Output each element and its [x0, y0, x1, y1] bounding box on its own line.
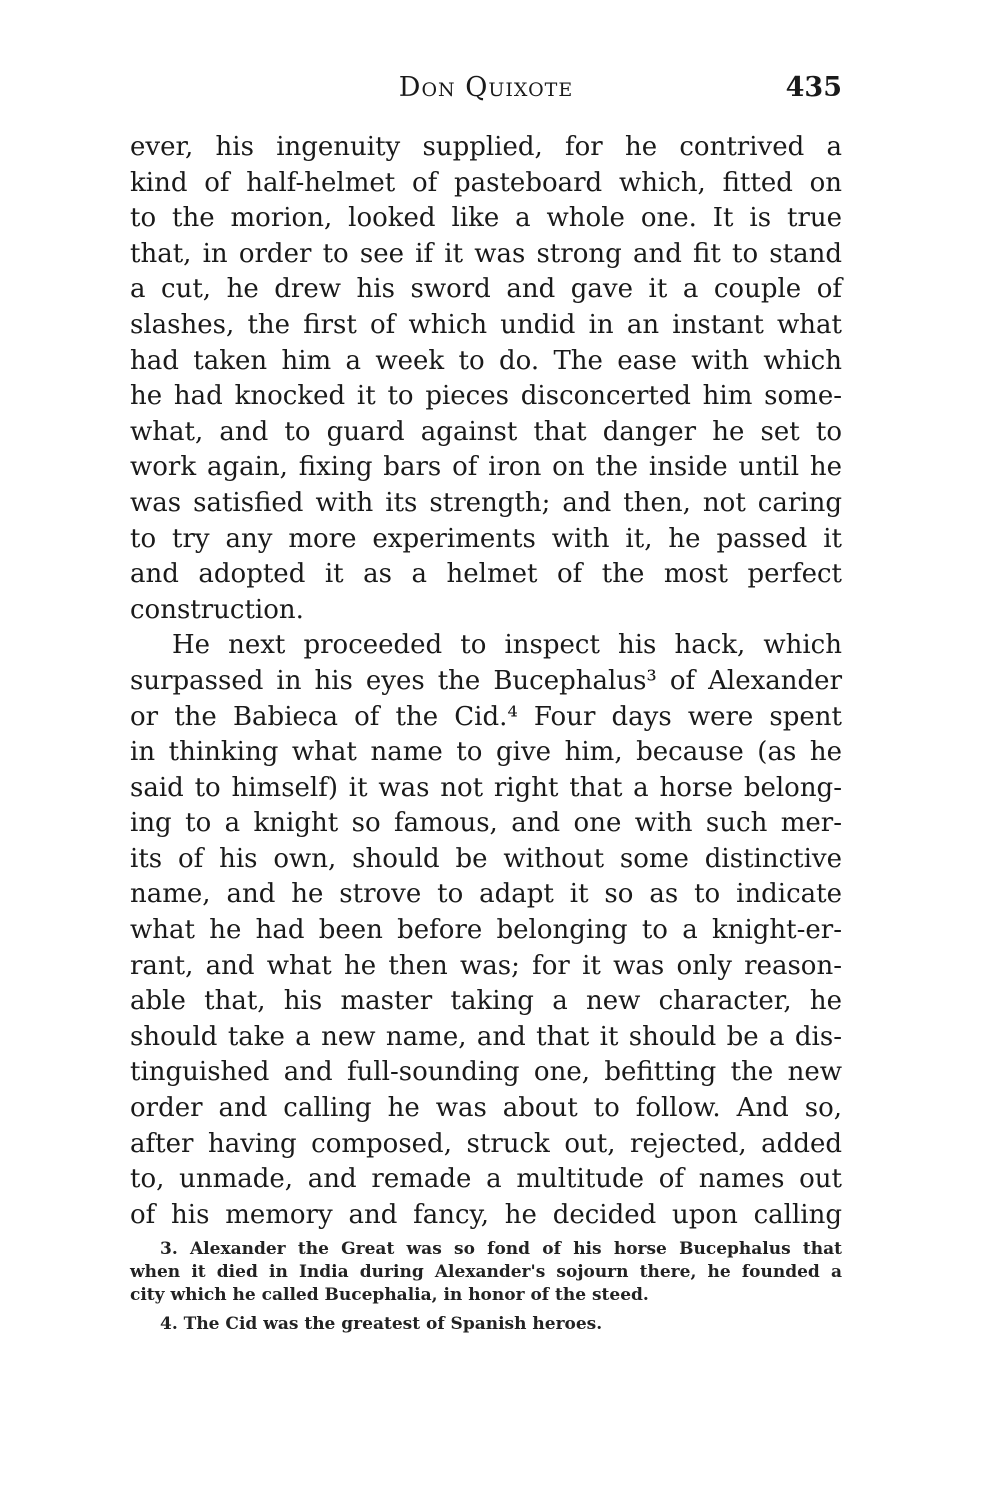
text-line: was satisfied with its strength; and then, not caring — [130, 487, 842, 518]
paragraph-start-line: He next proceeded to inspect his hack, which — [172, 630, 842, 661]
text-line: he had knocked it to pieces disconcerted him some- — [130, 381, 842, 412]
text-line: work again, fixing bars of iron on the inside until he — [130, 452, 842, 483]
footnote-4-line: 4. The Cid was the greatest of Spanish heroes. — [160, 1314, 603, 1334]
text-line: of his memory and fancy, he decided upon calling — [130, 1199, 842, 1230]
text-line: surpassed in his eyes the Bucephalus³ of Alexander — [130, 665, 842, 696]
text-line: kind of half-helmet of pasteboard which, fitted on — [130, 167, 842, 198]
body-text — [130, 130, 842, 1233]
text-line: after having composed, struck out, rejected, added — [130, 1128, 842, 1159]
text-line: ing to a knight so famous, and one with such mer- — [130, 808, 842, 839]
text-line: able that, his master taking a new character, he — [130, 986, 842, 1017]
page-number: 435 — [785, 72, 842, 103]
text-line: name, and he strove to adapt it so as to indicate — [130, 879, 842, 910]
page-header — [130, 72, 842, 116]
text-line: order and calling he was about to follow. And so, — [130, 1093, 842, 1124]
text-line: should take a new name, and that it should be a dis- — [130, 1021, 842, 1052]
text-line: its of his own, should be without some distinctive — [130, 843, 842, 874]
text-line: tinguished and full-sounding one, befitting the new — [130, 1057, 842, 1088]
text-line: had taken him a week to do. The ease with which — [130, 345, 842, 376]
footnotes — [130, 1238, 842, 1336]
running-title: Don Quixote — [398, 72, 574, 103]
footnote-3-line: when it died in India during Alexander's sojourn there, he founded a — [130, 1262, 842, 1282]
text-line: what, and to guard against that danger he set to — [130, 416, 842, 447]
text-line: to try any more experiments with it, he passed it — [130, 523, 842, 554]
text-line: rant, and what he then was; for it was only reason- — [130, 950, 842, 981]
text-line: said to himself) it was not right that a horse belong- — [130, 772, 842, 803]
text-line: and adopted it as a helmet of the most perfect — [130, 559, 842, 590]
text-line: in thinking what name to give him, because (as he — [130, 737, 842, 768]
text-line: a cut, he drew his sword and gave it a couple of — [130, 274, 842, 305]
text-line: to the morion, looked like a whole one. It is true — [130, 203, 842, 234]
text-line: slashes, the first of which undid in an instant what — [130, 309, 842, 340]
footnote-3-line: city which he called Bucephalia, in honor of the steed. — [130, 1285, 649, 1305]
text-line: what he had been before belonging to a knight-er- — [130, 915, 842, 946]
text-line: construction. — [130, 594, 304, 625]
footnote-3-line: 3. Alexander the Great was so fond of his horse Bucephalus that — [160, 1239, 842, 1259]
text-line: to, unmade, and remade a multitude of names out — [130, 1164, 842, 1195]
text-line: or the Babieca of the Cid.⁴ Four days were spent — [130, 701, 842, 732]
text-line: that, in order to see if it was strong and fit to stand — [130, 238, 842, 269]
text-line: ever, his ingenuity supplied, for he contrived a — [130, 132, 842, 162]
